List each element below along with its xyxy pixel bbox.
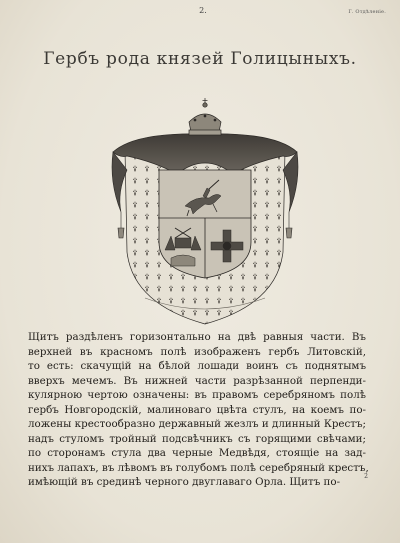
body-line: ложены крестообразно державный жезлъ и длинный Крестъ; — [28, 418, 366, 430]
body-line: вверхъ мечемъ. Въ нижней части разрѣзанной перпенди- — [28, 374, 366, 387]
body-line: верхней въ красномъ полѣ изображенъ гербъ Литовскій, — [28, 345, 366, 358]
body-line: то есть: скачущій на бѣлой лошади воинъ съ поднятымъ — [28, 360, 366, 372]
body-line: Щитъ раздѣленъ горизонтально на двѣ равныя части. Въ — [28, 331, 366, 343]
body-line: гербъ Новгородскій, малиноваго цвѣта стулъ, на коемъ по- — [28, 403, 366, 416]
shield — [159, 170, 251, 278]
page-title: Гербъ рода князей Голицыныхъ. — [43, 49, 357, 69]
body-text — [28, 330, 369, 490]
section-label: Г. Отдѣленiе. — [348, 9, 386, 15]
coat-of-arms-emblem — [105, 92, 305, 328]
body-line: кулярною чертою означены: въ правомъ серебряномъ полѣ — [28, 389, 366, 401]
body-line: нихъ лапахъ, въ лѣвомъ въ голубомъ полѣ серебряный крестъ, — [28, 461, 369, 474]
page-number: 2. — [199, 6, 207, 15]
body-line: имѣющій въ срединѣ черного двуглаваго Орла. Щитъ по- — [28, 476, 341, 488]
catchword: 2 — [364, 473, 368, 480]
body-line: по сторонамъ стула два черные Медвѣдя, стоящіе на зад- — [28, 447, 366, 459]
crown — [189, 98, 221, 135]
left-tassel — [118, 212, 124, 238]
right-tassel — [286, 212, 292, 238]
body-line: надъ стуломъ тройный подсвѣчникъ съ горящими свѣчами; — [28, 432, 366, 445]
